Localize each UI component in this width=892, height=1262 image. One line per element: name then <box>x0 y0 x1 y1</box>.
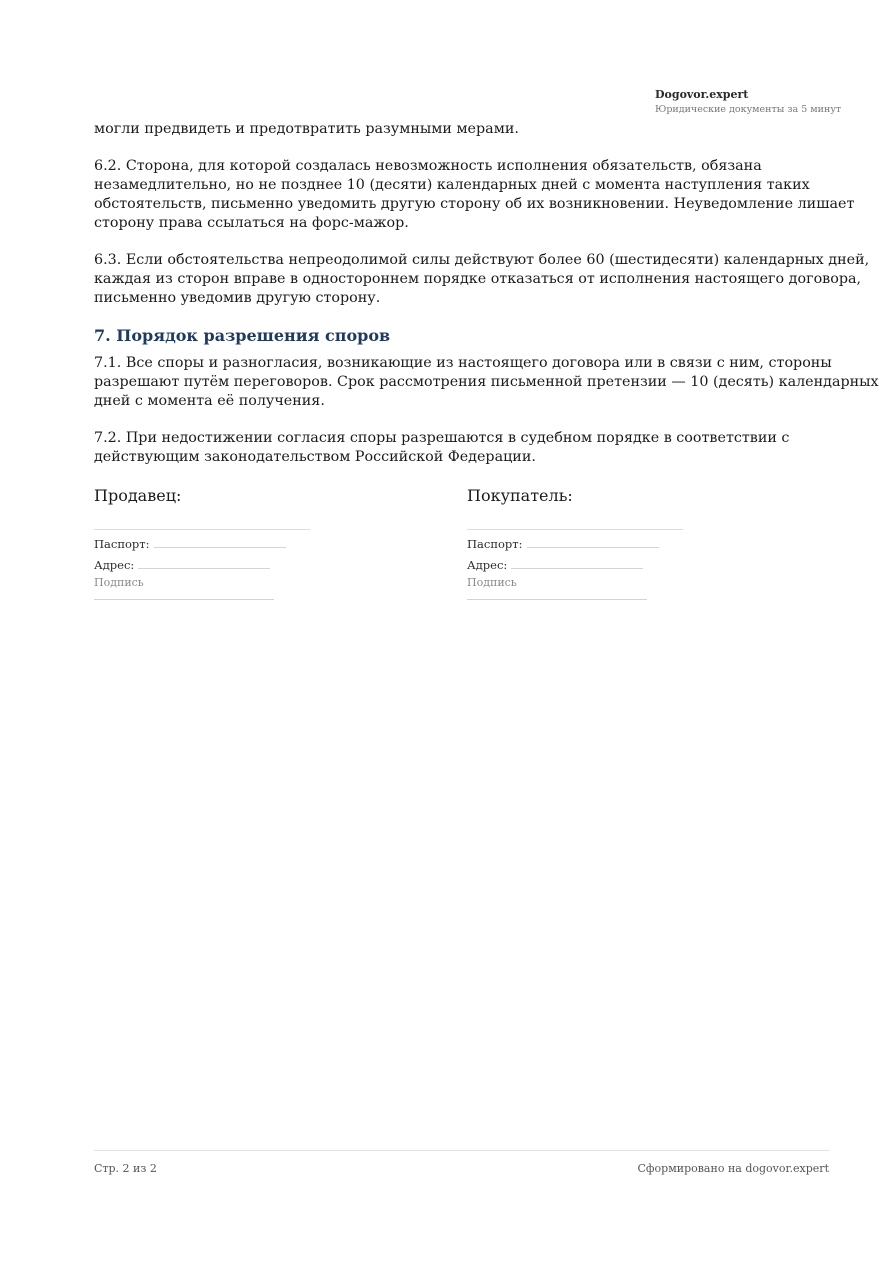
buyer-signature-label: Подпись <box>467 576 517 589</box>
seller-passport-field <box>94 535 286 551</box>
paragraph-6-2: 6.2. Сторона, для которой создалась невозможность исполнения обязательств, обязана незамедлительно, но не позднее 10 (десяти) календарных дней с момента наступления таких обстоятельств, письменно уведомить другую сторону об их возникновении. Неуведомление лишает сторону права ссылаться на форс-мажор. <box>94 158 855 231</box>
paragraph-7-2: 7.2. При недостижении согласия споры разрешаются в судебном порядке в соответствии с действующим законодательством Российской Федерации. <box>94 430 790 465</box>
buyer-signature-line <box>467 599 647 600</box>
buyer-address-blank <box>511 556 643 569</box>
footer-divider <box>94 1150 829 1151</box>
seller-signature-line <box>94 599 274 600</box>
paragraph-continuation: могли предвидеть и предотвратить разумными мерами. <box>94 121 519 137</box>
seller-passport-blank <box>154 535 286 548</box>
footer-generated-by: Сформировано на dogovor.expert <box>637 1162 829 1175</box>
seller-address-field <box>94 556 270 572</box>
buyer-address-label: Адрес: <box>467 558 508 572</box>
seller-address-blank <box>138 556 270 569</box>
buyer-passport-label: Паспорт: <box>467 537 523 551</box>
section-7-heading: 7. Порядок разрешения споров <box>94 326 391 345</box>
buyer-passport-blank <box>527 535 659 548</box>
buyer-signature-block <box>467 486 697 589</box>
document-body <box>94 120 884 485</box>
buyer-title: Покупатель: <box>467 486 573 505</box>
seller-address-label: Адрес: <box>94 558 135 572</box>
header-brand <box>655 88 855 117</box>
brand-tagline: Юридические документы за 5 минут <box>655 104 842 115</box>
seller-title: Продавец: <box>94 486 182 505</box>
buyer-address-field <box>467 556 643 572</box>
seller-signature-block <box>94 486 324 589</box>
page-number: Стр. 2 из 2 <box>94 1162 157 1175</box>
paragraph-7-1: 7.1. Все споры и разногласия, возникающие из настоящего договора или в связи с ним, стороны разрешают путём переговоров. Срок рассмотрения письменной претензии — 10 (десять) календарных дней с момента её получения. <box>94 355 879 409</box>
seller-signature-label: Подпись <box>94 576 144 589</box>
seller-passport-label: Паспорт: <box>94 537 150 551</box>
seller-name-line <box>94 529 310 530</box>
brand-name: Dogovor.expert <box>655 88 749 101</box>
buyer-name-line <box>467 529 683 530</box>
paragraph-6-3: 6.3. Если обстоятельства непреодолимой силы действуют более 60 (шестидесяти) календарных дней, каждая из сторон вправе в одностороннем порядке отказаться от исполнения настоящего договора, письменно уведомив другую сторону. <box>94 252 870 306</box>
buyer-passport-field <box>467 535 659 551</box>
